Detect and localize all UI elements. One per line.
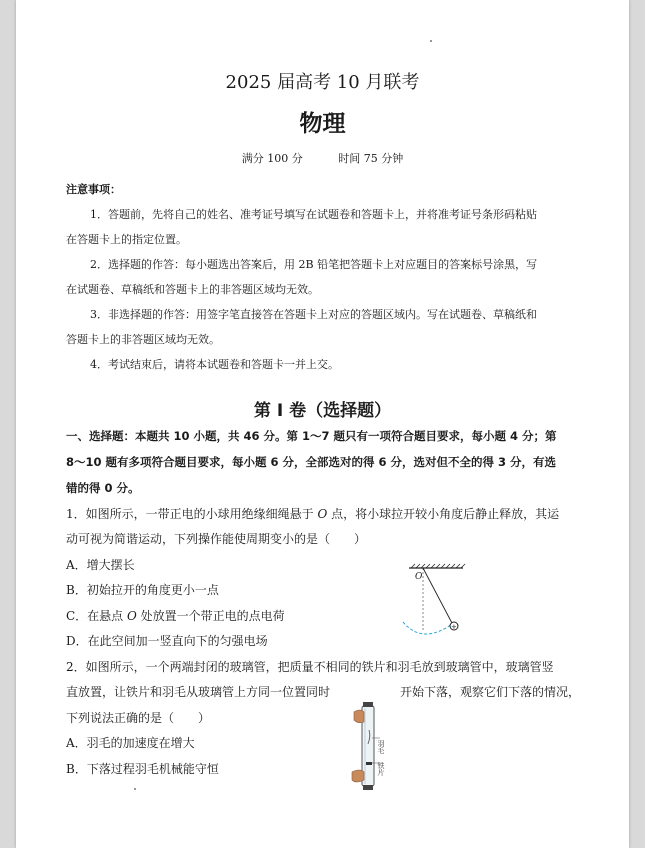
scan-speck <box>430 40 432 42</box>
pivot-label: O <box>415 572 423 582</box>
exam-time: 时间 75 分钟 <box>338 152 404 165</box>
feather-label: 羽毛 <box>377 740 385 754</box>
notice-item-4-line-1: 4．考试结束后，请将本试题卷和答题卡一并上交。 <box>90 358 339 371</box>
notice-heading: 注意事项： <box>66 183 121 196</box>
notice-item-2-line-1: 2．选择题的作答：每小题选出答案后，用 2B 铅笔把答题卡上对应题目的答案标号涂黑，写 <box>90 258 538 271</box>
q1-option-a: A．增大摆长 <box>66 558 135 572</box>
q1-option-b: B．初始拉开的角度更小一点 <box>66 583 219 597</box>
scan-speck <box>134 788 136 790</box>
q2-option-a: A．羽毛的加速度在增大 <box>66 736 195 750</box>
notice-item-1-line-1: 1．答题前，先将自己的姓名、准考证号填写在试题卷和答题卡上，并将准考证号条形码粘贴 <box>90 208 537 221</box>
q1-option-d: D．在此空间加一竖直向下的匀强电场 <box>66 634 268 648</box>
glass-tube-figure <box>350 700 400 792</box>
tube-top-cap <box>363 702 373 707</box>
pendulum-string <box>423 568 453 625</box>
exam-meta <box>16 150 629 166</box>
q2-stem-line-2b: 开始下落，观察它们下落的情况， <box>400 685 581 699</box>
q1-stem-line-2: 动可视为简谐运动，下列操作能使周期变小的是（ ） <box>66 532 367 546</box>
notice-item-3-line-1: 3．非选择题的作答：用签字笔直接答在答题卡上对应的答题区域内。写在试题卷、草稿纸和 <box>90 308 537 321</box>
section-title: 第 I 卷（选择题） <box>253 401 392 421</box>
hand-top <box>354 710 364 723</box>
pendulum-figure <box>401 560 471 644</box>
exam-page <box>16 0 629 848</box>
iron-label: 铁片 <box>377 762 385 776</box>
q1-option-c: C．在悬点 O 处放置一个带正电的点电荷 <box>66 609 285 623</box>
q2-option-b: B．下落过程羽毛机械能守恒 <box>66 762 219 776</box>
tube-bottom-cap <box>363 785 373 790</box>
iron-piece <box>366 762 372 765</box>
full-score: 满分 100 分 <box>241 152 303 165</box>
positive-charge-symbol: + <box>451 623 457 631</box>
swing-arc <box>403 622 455 634</box>
section-instruction-line-2: 8～10 题有多项符合题目要求，每小题 6 分，全部选对的得 6 分，选对但不全的得 3 分，有选 <box>66 455 557 469</box>
notice-item-3-line-2: 答题卡上的非答题区域均无效。 <box>66 333 220 346</box>
section-instruction-line-3: 错的得 0 分。 <box>66 481 140 495</box>
notice-item-2-line-2: 在试题卷、草稿纸和答题卡上的非答题区域均无效。 <box>66 283 319 296</box>
q2-stem-line-1: 2．如图所示，一个两端封闭的玻璃管，把质量不相同的铁片和羽毛放到玻璃管中，玻璃管竖 <box>66 660 554 674</box>
hand-bottom <box>352 770 364 782</box>
q2-stem-line-3: 下列说法正确的是（ ） <box>66 711 211 725</box>
subject-title: 物理 <box>299 111 346 137</box>
notice-item-1-line-2: 在答题卡上的指定位置。 <box>66 233 187 246</box>
section-instruction-line-1: 一、选择题：本题共 10 小题，共 46 分。第 1～7 题只有一项符合题目要求，每小题 4 分；第 <box>66 429 557 443</box>
q2-stem-line-2a: 直放置，让铁片和羽毛从玻璃管上方同一位置同时 <box>66 685 331 699</box>
q1-stem-line-1: 1．如图所示，一带正电的小球用绝缘细绳悬于 O 点，将小球拉开较小角度后静止释放，其运 <box>66 507 560 521</box>
exam-title: 2025 届高考 10 月联考 <box>225 72 420 93</box>
